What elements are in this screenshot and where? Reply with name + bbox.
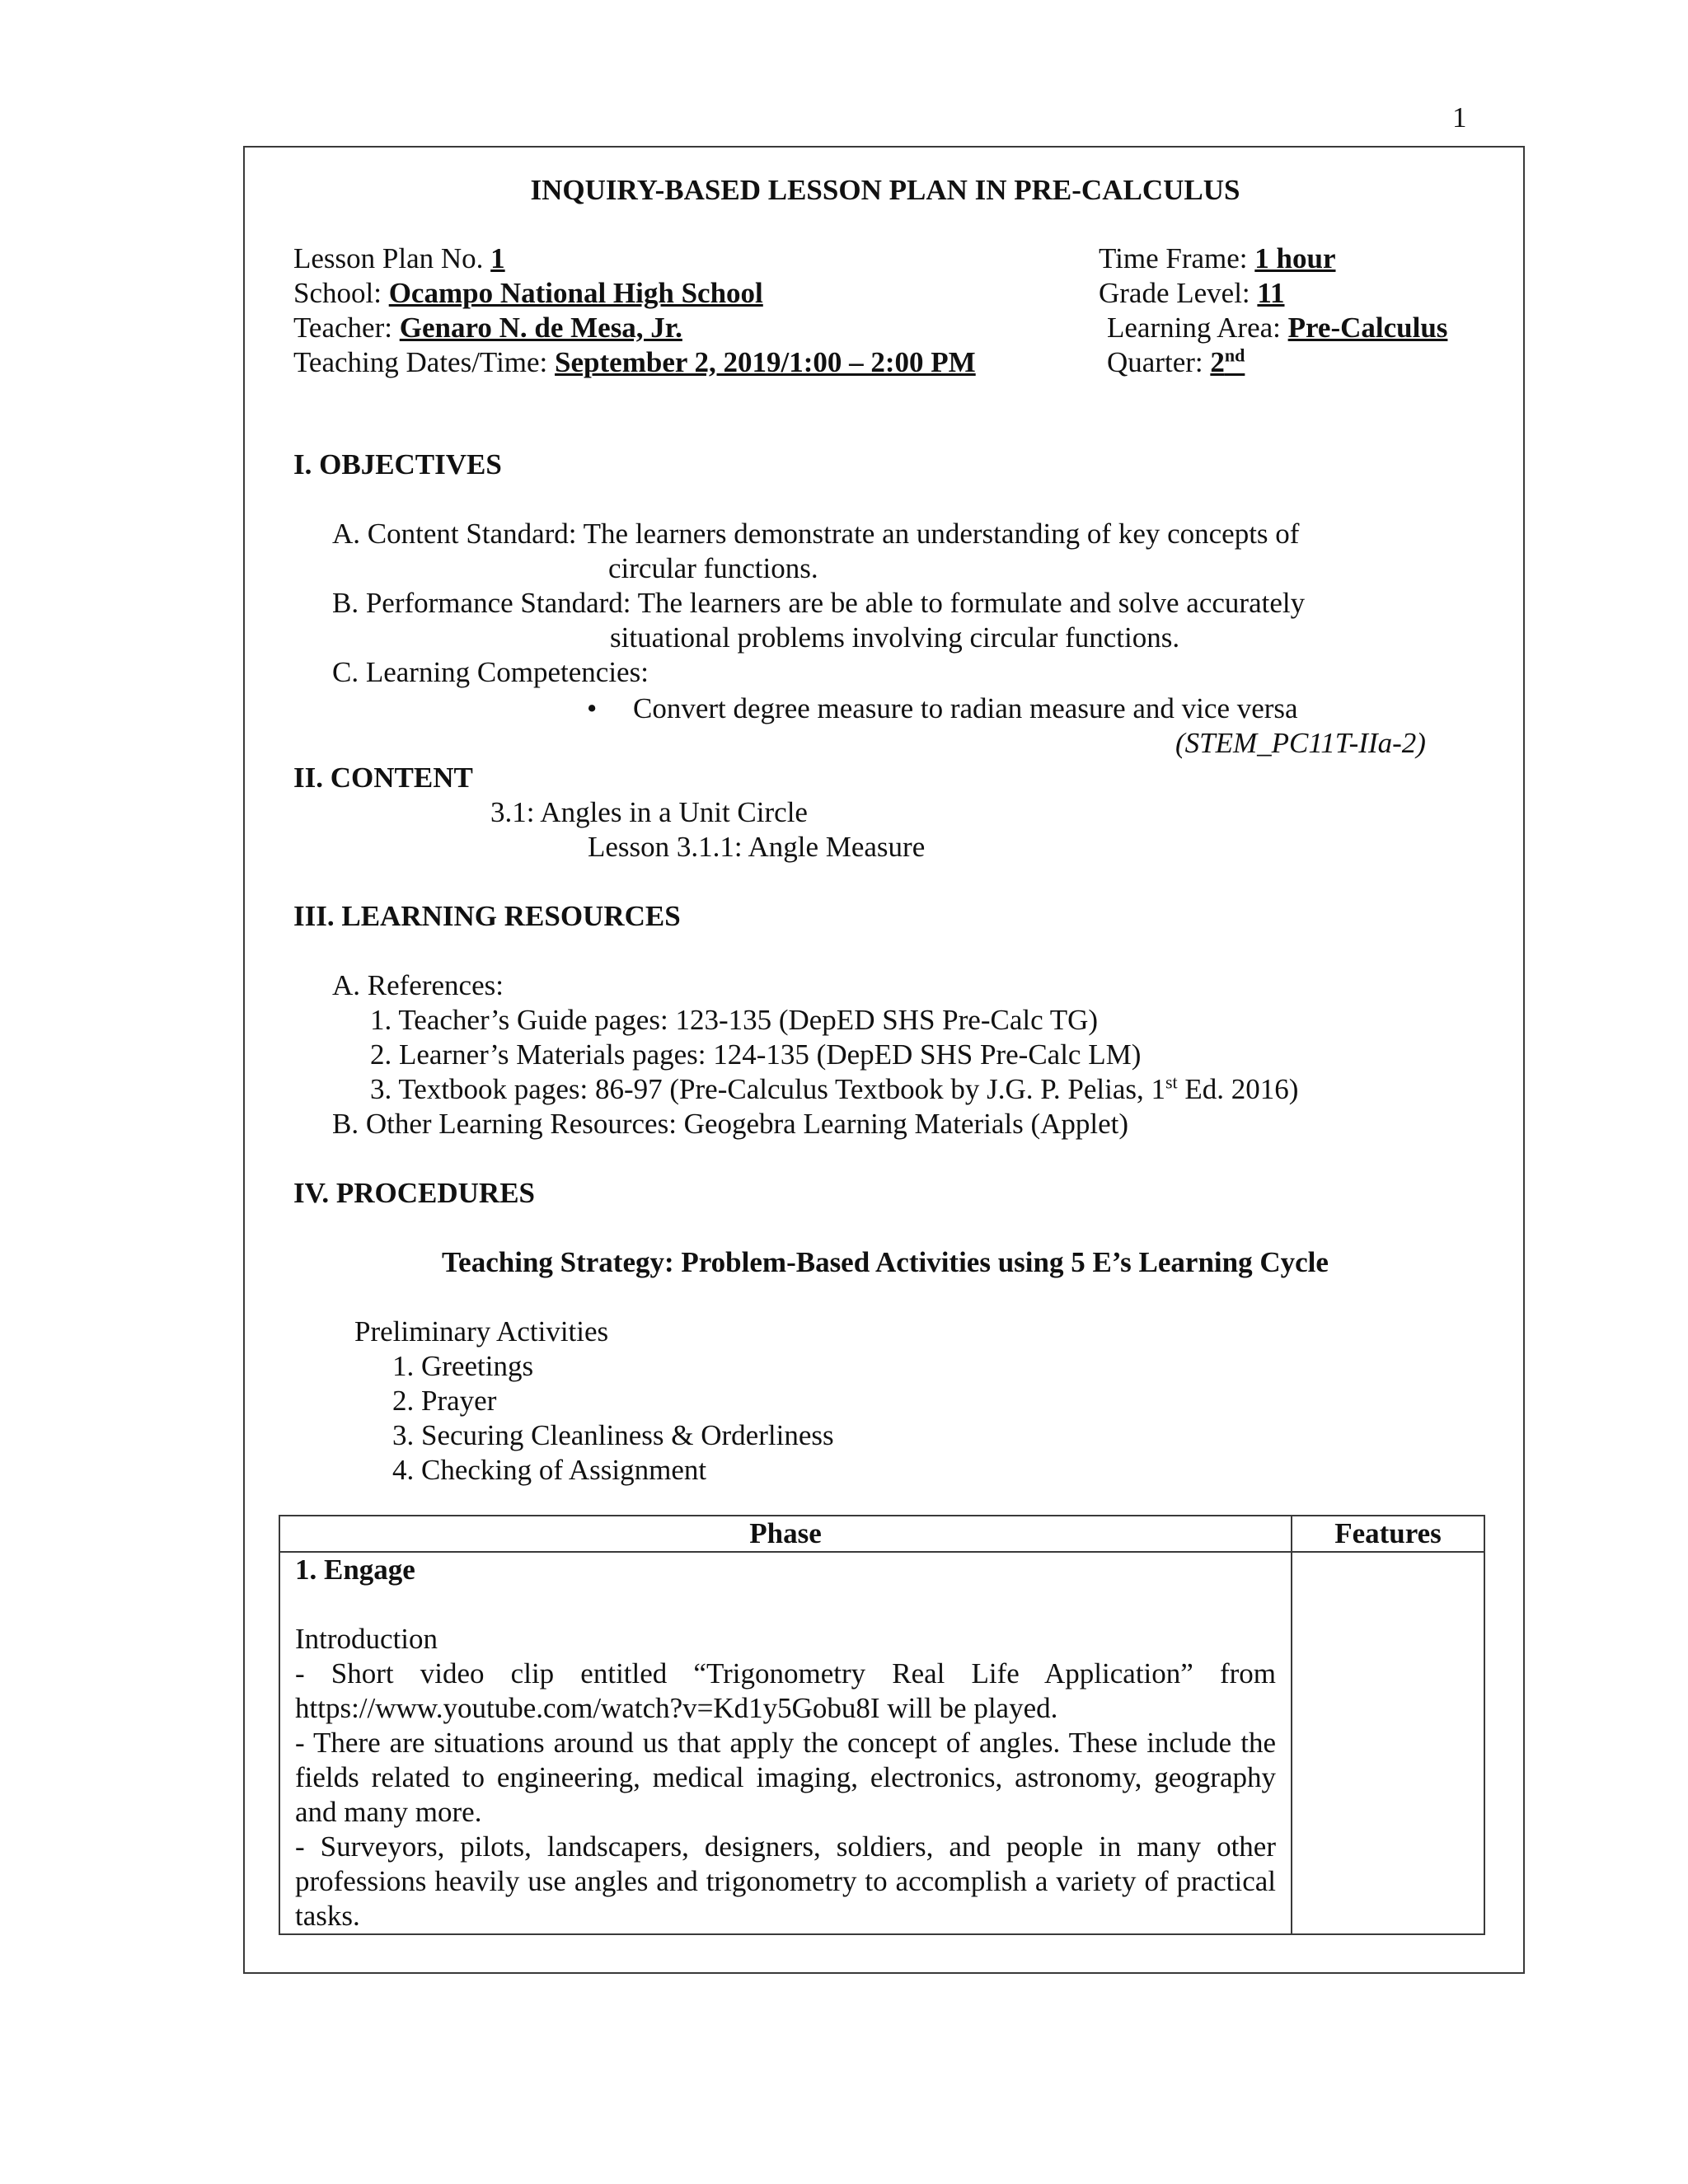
resources-heading: III. LEARNING RESOURCES <box>293 900 681 932</box>
preliminary-item: 3. Securing Cleanliness & Orderliness <box>392 1419 834 1451</box>
learning-competencies-label: C. Learning Competencies: <box>332 656 649 688</box>
reference-item: 3. Textbook pages: 86-97 (Pre-Calculus Textbook by J.G. P. Pelias, 1st Ed. 2016) <box>370 1071 1299 1105</box>
time-frame-value: 1 hour <box>1254 242 1336 274</box>
page-number: 1 <box>1452 101 1467 134</box>
teaching-strategy: Teaching Strategy: Problem-Based Activities using 5 E’s Learning Cycle <box>442 1246 1329 1278</box>
lesson-plan-value: 1 <box>490 242 505 274</box>
school-line <box>293 276 763 311</box>
engage-title: 1. Engage <box>295 1554 415 1586</box>
performance-standard: B. Performance Standard: The learners are be able to formulate and solve accurately <box>332 587 1306 619</box>
content-heading: II. CONTENT <box>293 762 473 794</box>
engage-paragraph: - Short video clip entitled “Trigonometry Real Life Application” from https://www.youtube.com/watch?v=Kd1y5Gobu8I will be played. <box>295 1657 1276 1724</box>
features-column-header: Features <box>1292 1516 1484 1552</box>
competency-code: (STEM_PC11T-IIa-2) <box>1175 727 1426 759</box>
reference-item: 1. Teacher’s Guide pages: 123-135 (DepED SHS Pre-Calc TG) <box>370 1004 1099 1036</box>
competency-item <box>587 691 1298 726</box>
performance-standard-cont: situational problems involving circular functions. <box>610 621 1180 654</box>
content-standard-cont: circular functions. <box>608 552 818 584</box>
phase-column-header: Phase <box>279 1516 1292 1552</box>
preliminary-item: 1. Greetings <box>392 1350 534 1382</box>
engage-phase-cell <box>279 1552 1292 1934</box>
introduction-label: Introduction <box>295 1623 438 1655</box>
content-standard: A. Content Standard: The learners demonstrate an understanding of key concepts of <box>332 518 1300 550</box>
learning-area-line <box>1107 311 1447 345</box>
quarter-label: Quarter: <box>1107 346 1203 378</box>
quarter-line <box>1107 345 1245 380</box>
teacher-value: Genaro N. de Mesa, Jr. <box>399 312 682 344</box>
time-frame-label: Time Frame: <box>1099 242 1248 274</box>
teacher-line <box>293 311 682 345</box>
dates-value: September 2, 2019/1:00 – 2:00 PM <box>555 346 976 378</box>
preliminary-activities-label: Preliminary Activities <box>354 1315 609 1347</box>
lesson-plan-line <box>293 241 505 276</box>
procedures-heading: IV. PROCEDURES <box>293 1177 536 1209</box>
grade-level-value: 11 <box>1257 277 1285 309</box>
table-header-row <box>279 1516 1484 1552</box>
document-title: INQUIRY-BASED LESSON PLAN IN PRE-CALCULUS <box>530 174 1240 206</box>
content-topic: 3.1: Angles in a Unit Circle <box>490 796 808 828</box>
table-row <box>279 1552 1484 1934</box>
learning-area-value: Pre-Calculus <box>1287 312 1448 344</box>
objectives-heading: I. OBJECTIVES <box>293 448 502 480</box>
preliminary-item: 4. Checking of Assignment <box>392 1454 707 1486</box>
grade-level-label: Grade Level: <box>1099 277 1250 309</box>
competency-text: Convert degree measure to radian measure and vice versa <box>633 692 1298 724</box>
engage-paragraph: - Surveyors, pilots, landscapers, designers, soldiers, and people in many other professions heavily use angles and trigonometry to accomplish a variety of practical tasks. <box>295 1830 1276 1932</box>
learning-area-label: Learning Area: <box>1107 312 1281 344</box>
bullet-icon: • <box>587 692 598 724</box>
time-frame-line <box>1099 241 1336 276</box>
references-label: A. References: <box>332 969 504 1001</box>
dates-label: Teaching Dates/Time: <box>293 346 548 378</box>
grade-level-line <box>1099 276 1284 311</box>
quarter-value: 2nd <box>1210 344 1245 378</box>
teacher-label: Teacher: <box>293 312 392 344</box>
engage-paragraph: - There are situations around us that apply the concept of angles. These include the fields related to engineering, medical imaging, electronics, astronomy, geography and many more. <box>295 1727 1276 1828</box>
phase-table <box>279 1515 1485 1935</box>
reference-item: 2. Learner’s Materials pages: 124-135 (DepED SHS Pre-Calc LM) <box>370 1038 1142 1071</box>
features-cell <box>1292 1552 1484 1934</box>
dates-line <box>293 345 976 380</box>
school-value: Ocampo National High School <box>388 277 763 309</box>
school-label: School: <box>293 277 382 309</box>
lesson-plan-label: Lesson Plan No. <box>293 242 484 274</box>
other-resources: B. Other Learning Resources: Geogebra Learning Materials (Applet) <box>332 1108 1129 1140</box>
content-lesson: Lesson 3.1.1: Angle Measure <box>588 831 926 863</box>
preliminary-item: 2. Prayer <box>392 1385 497 1417</box>
